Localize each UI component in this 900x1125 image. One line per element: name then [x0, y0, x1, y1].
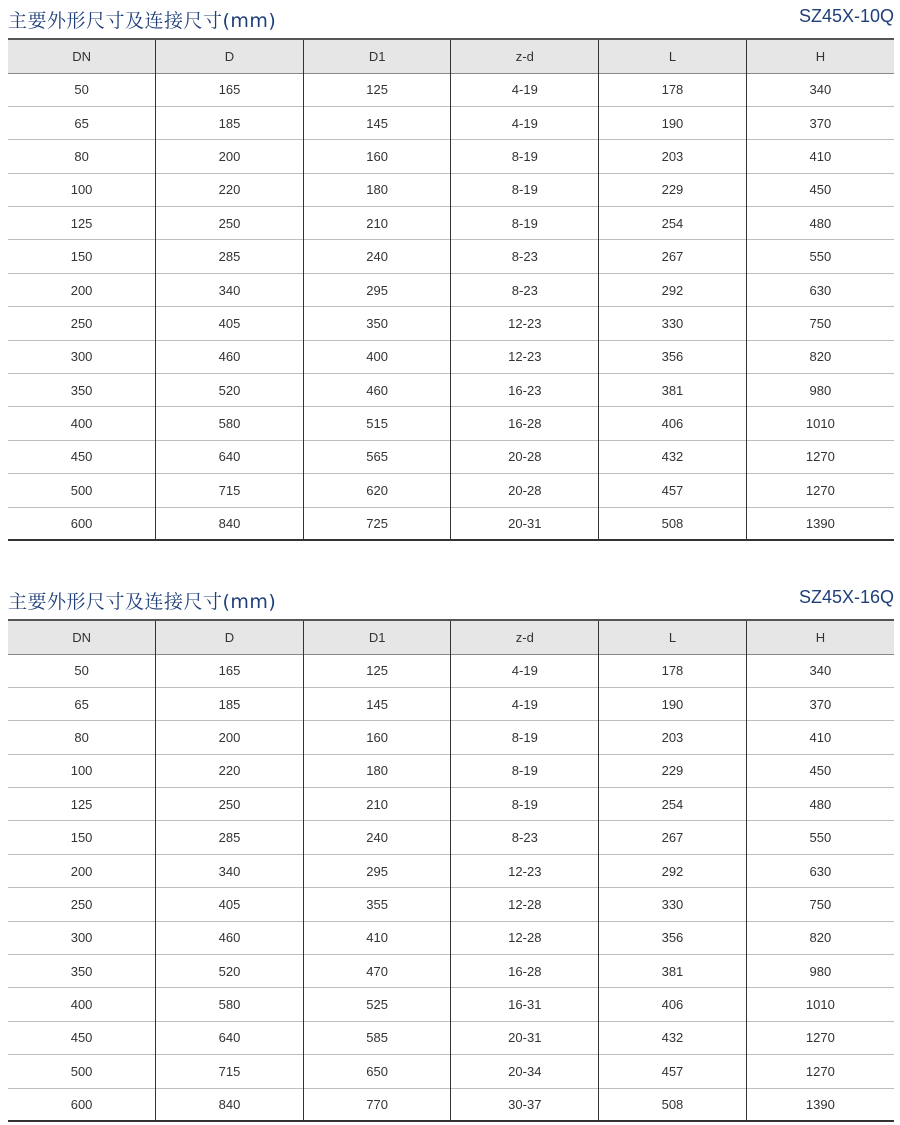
table-cell: 585 — [303, 1021, 451, 1054]
table-cell: 180 — [303, 754, 451, 787]
dimension-table — [8, 619, 894, 1122]
table-cell: 580 — [156, 407, 304, 440]
table-cell: 12-23 — [451, 340, 599, 373]
table-cell: 356 — [599, 921, 747, 954]
table-cell: 267 — [599, 240, 747, 273]
table-cell: 620 — [303, 474, 451, 507]
table-cell: 165 — [156, 654, 304, 687]
table-cell: 125 — [303, 73, 451, 106]
table-cell: 8-19 — [451, 721, 599, 754]
table-cell: 450 — [746, 173, 894, 206]
table-row — [8, 374, 894, 407]
column-header: D1 — [303, 620, 451, 654]
dimension-table — [8, 38, 894, 541]
table-cell: 150 — [70, 830, 93, 846]
table-row — [8, 1055, 894, 1088]
table-cell: 400 — [303, 340, 451, 373]
table-cell: 480 — [746, 207, 894, 240]
table-cell: 370 — [746, 106, 894, 139]
table-cell: 340 — [156, 854, 304, 887]
table-row — [8, 1021, 894, 1054]
table-cell: 355 — [303, 888, 451, 921]
table-row — [8, 821, 894, 854]
table-row — [8, 474, 894, 507]
table-cell: 65 — [74, 115, 89, 131]
table-row — [8, 654, 894, 687]
table-row — [8, 440, 894, 473]
table-cell: 356 — [599, 340, 747, 373]
table-cell: 185 — [156, 106, 304, 139]
table-cell: 8-19 — [451, 140, 599, 173]
table-cell: 432 — [599, 440, 747, 473]
table-cell: 180 — [303, 173, 451, 206]
table-cell: 500 — [70, 1063, 93, 1079]
table-cell: 16-31 — [451, 988, 599, 1021]
table-cell: 145 — [303, 106, 451, 139]
table-cell: 480 — [746, 788, 894, 821]
table-cell: 267 — [599, 821, 747, 854]
table-cell: 820 — [746, 340, 894, 373]
table-cell: 580 — [156, 988, 304, 1021]
dimension-table-section-16q — [8, 583, 894, 1122]
section-header — [8, 2, 894, 38]
table-cell: 750 — [746, 888, 894, 921]
table-cell: 640 — [156, 440, 304, 473]
table-cell: 725 — [303, 507, 451, 540]
table-cell: 4-19 — [451, 106, 599, 139]
table-cell: 150 — [70, 249, 93, 265]
table-cell: 20-31 — [451, 1021, 599, 1054]
table-cell: 12-28 — [451, 921, 599, 954]
table-cell: 650 — [303, 1055, 451, 1088]
table-cell: 20-31 — [451, 507, 599, 540]
table-cell: 50 — [74, 82, 89, 98]
table-cell: 292 — [599, 854, 747, 887]
table-cell: 178 — [599, 654, 747, 687]
table-cell: 450 — [70, 449, 93, 465]
table-cell: 16-28 — [451, 407, 599, 440]
table-cell: 400 — [70, 416, 93, 432]
table-cell: 350 — [303, 307, 451, 340]
table-cell: 125 — [70, 796, 93, 812]
column-header: z-d — [451, 620, 599, 654]
table-cell: 285 — [156, 821, 304, 854]
table-cell: 640 — [156, 1021, 304, 1054]
table-row — [8, 788, 894, 821]
table-cell: 460 — [156, 921, 304, 954]
table-cell: 50 — [74, 663, 89, 679]
table-cell: 980 — [746, 374, 894, 407]
table-cell: 254 — [599, 207, 747, 240]
table-cell: 820 — [746, 921, 894, 954]
table-cell: 203 — [599, 140, 747, 173]
table-cell: 330 — [599, 888, 747, 921]
table-row — [8, 921, 894, 954]
table-cell: 20-34 — [451, 1055, 599, 1088]
table-cell: 240 — [303, 240, 451, 273]
table-cell: 20-28 — [451, 474, 599, 507]
table-cell: 1390 — [746, 1088, 894, 1121]
table-row — [8, 240, 894, 273]
table-cell: 12-28 — [451, 888, 599, 921]
table-cell: 4-19 — [451, 687, 599, 720]
table-cell: 185 — [156, 687, 304, 720]
table-cell: 565 — [303, 440, 451, 473]
table-cell: 410 — [746, 140, 894, 173]
table-cell: 630 — [746, 854, 894, 887]
column-header: D1 — [303, 39, 451, 73]
table-row — [8, 888, 894, 921]
section-title: 主要外形尺寸及连接尺寸(mm) — [8, 10, 277, 32]
table-cell: 200 — [156, 140, 304, 173]
table-cell: 410 — [303, 921, 451, 954]
table-cell: 200 — [70, 863, 93, 879]
column-header: z-d — [451, 39, 599, 73]
table-cell: 178 — [599, 73, 747, 106]
table-row — [8, 955, 894, 988]
table-cell: 980 — [746, 955, 894, 988]
table-cell: 1270 — [746, 474, 894, 507]
table-cell: 8-23 — [451, 273, 599, 306]
table-cell: 240 — [303, 821, 451, 854]
table-cell: 65 — [74, 696, 89, 712]
table-cell: 381 — [599, 955, 747, 988]
table-cell: 8-19 — [451, 754, 599, 787]
table-cell: 8-23 — [451, 240, 599, 273]
table-cell: 460 — [303, 374, 451, 407]
table-cell: 715 — [156, 1055, 304, 1088]
table-cell: 12-23 — [451, 307, 599, 340]
table-cell: 300 — [70, 930, 93, 946]
table-cell: 1010 — [746, 988, 894, 1021]
table-cell: 460 — [156, 340, 304, 373]
table-cell: 20-28 — [451, 440, 599, 473]
section-header — [8, 583, 894, 619]
table-cell: 840 — [156, 507, 304, 540]
table-cell: 160 — [303, 721, 451, 754]
table-cell: 1270 — [746, 1021, 894, 1054]
table-cell: 400 — [70, 997, 93, 1013]
table-cell: 457 — [599, 1055, 747, 1088]
table-cell: 330 — [599, 307, 747, 340]
table-row — [8, 173, 894, 206]
dimension-table-section-10q — [8, 2, 894, 541]
table-cell: 165 — [156, 73, 304, 106]
table-cell: 550 — [746, 821, 894, 854]
table-cell: 200 — [156, 721, 304, 754]
column-header: D — [156, 39, 304, 73]
model-number: SZ45X-10Q — [798, 6, 894, 26]
table-cell: 1390 — [746, 507, 894, 540]
table-cell: 292 — [599, 273, 747, 306]
table-cell: 405 — [156, 307, 304, 340]
table-row — [8, 687, 894, 720]
table-row — [8, 754, 894, 787]
table-row — [8, 140, 894, 173]
column-header: L — [599, 39, 747, 73]
table-row — [8, 988, 894, 1021]
table-cell: 220 — [156, 173, 304, 206]
table-row — [8, 340, 894, 373]
table-cell: 203 — [599, 721, 747, 754]
table-cell: 515 — [303, 407, 451, 440]
table-cell: 16-28 — [451, 955, 599, 988]
table-cell: 8-19 — [451, 173, 599, 206]
table-cell: 450 — [70, 1030, 93, 1046]
table-cell: 4-19 — [451, 654, 599, 687]
table-cell: 340 — [746, 73, 894, 106]
table-cell: 250 — [156, 788, 304, 821]
table-cell: 125 — [70, 215, 93, 231]
table-cell: 229 — [599, 754, 747, 787]
table-cell: 254 — [599, 788, 747, 821]
table-cell: 12-23 — [451, 854, 599, 887]
table-cell: 190 — [599, 687, 747, 720]
table-row — [8, 106, 894, 139]
table-cell: 406 — [599, 988, 747, 1021]
table-cell: 525 — [303, 988, 451, 1021]
table-cell: 250 — [70, 896, 93, 912]
table-cell: 520 — [156, 955, 304, 988]
table-row — [8, 721, 894, 754]
table-cell: 30-37 — [451, 1088, 599, 1121]
table-cell: 406 — [599, 407, 747, 440]
column-header: H — [746, 620, 894, 654]
table-cell: 450 — [746, 754, 894, 787]
table-cell: 715 — [156, 474, 304, 507]
table-cell: 340 — [746, 654, 894, 687]
table-header-row — [8, 620, 894, 654]
column-header: L — [599, 620, 747, 654]
table-cell: 750 — [746, 307, 894, 340]
table-row — [8, 273, 894, 306]
table-cell: 250 — [70, 315, 93, 331]
table-cell: 600 — [70, 516, 93, 532]
table-cell: 508 — [599, 1088, 747, 1121]
table-cell: 410 — [746, 721, 894, 754]
table-cell: 600 — [70, 1097, 93, 1113]
table-cell: 630 — [746, 273, 894, 306]
column-header: D — [156, 620, 304, 654]
table-cell: 840 — [156, 1088, 304, 1121]
table-cell: 8-23 — [451, 821, 599, 854]
table-cell: 1270 — [746, 1055, 894, 1088]
model-number: SZ45X-16Q — [798, 587, 894, 607]
table-cell: 100 — [70, 763, 93, 779]
table-cell: 210 — [303, 207, 451, 240]
table-cell: 80 — [74, 729, 89, 745]
table-cell: 370 — [746, 687, 894, 720]
table-row — [8, 507, 894, 540]
table-cell: 220 — [156, 754, 304, 787]
table-cell: 16-23 — [451, 374, 599, 407]
table-cell: 160 — [303, 140, 451, 173]
table-cell: 4-19 — [451, 73, 599, 106]
table-cell: 508 — [599, 507, 747, 540]
table-row — [8, 854, 894, 887]
table-cell: 210 — [303, 788, 451, 821]
table-cell: 145 — [303, 687, 451, 720]
table-row — [8, 407, 894, 440]
table-row — [8, 1088, 894, 1121]
table-cell: 229 — [599, 173, 747, 206]
table-cell: 432 — [599, 1021, 747, 1054]
table-cell: 1270 — [746, 440, 894, 473]
table-row — [8, 307, 894, 340]
table-cell: 250 — [156, 207, 304, 240]
table-cell: 520 — [156, 374, 304, 407]
table-cell: 300 — [70, 349, 93, 365]
table-header-row — [8, 39, 894, 73]
column-header: H — [746, 39, 894, 73]
table-cell: 381 — [599, 374, 747, 407]
table-cell: 295 — [303, 854, 451, 887]
table-row — [8, 73, 894, 106]
table-cell: 770 — [303, 1088, 451, 1121]
table-cell: 405 — [156, 888, 304, 921]
table-cell: 500 — [70, 482, 93, 498]
column-header: DN — [8, 620, 156, 654]
table-cell: 8-19 — [451, 207, 599, 240]
table-cell: 8-19 — [451, 788, 599, 821]
table-cell: 350 — [70, 963, 93, 979]
table-cell: 457 — [599, 474, 747, 507]
table-cell: 1010 — [746, 407, 894, 440]
table-cell: 80 — [74, 148, 89, 164]
table-cell: 190 — [599, 106, 747, 139]
table-cell: 295 — [303, 273, 451, 306]
table-cell: 350 — [70, 382, 93, 398]
table-row — [8, 207, 894, 240]
table-cell: 340 — [156, 273, 304, 306]
table-cell: 285 — [156, 240, 304, 273]
table-cell: 100 — [70, 182, 93, 198]
table-cell: 470 — [303, 955, 451, 988]
table-cell: 550 — [746, 240, 894, 273]
section-title: 主要外形尺寸及连接尺寸(mm) — [8, 591, 277, 613]
column-header: DN — [8, 39, 156, 73]
table-cell: 125 — [303, 654, 451, 687]
table-cell: 200 — [70, 282, 93, 298]
